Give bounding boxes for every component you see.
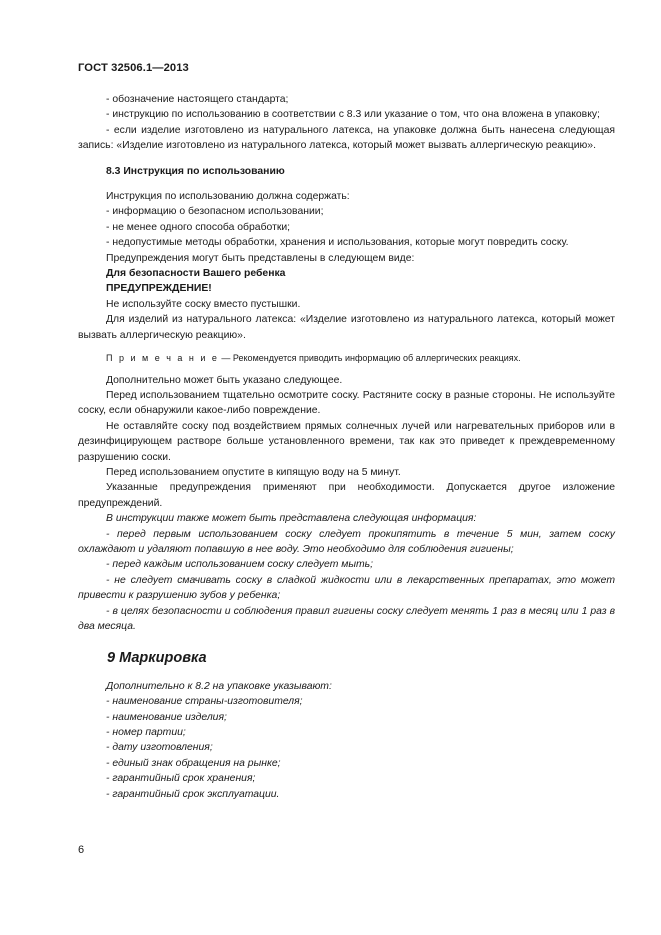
marking-item: - единый знак обращения на рынке;: [106, 757, 281, 769]
marking-item: - наименование страны-изготовителя;: [106, 696, 303, 708]
italic-list-item: - не следует смачивать соску в сладкой жидкости или в лекарственных препаратах, это может привести к разрушению зубов у ребенка;: [78, 574, 615, 602]
warnings-intro: Предупреждения могут быть представлены в следующем виде:: [106, 252, 415, 264]
section-9-intro: Дополнительно к 8.2 на упаковке указывают:: [106, 680, 332, 692]
intro-item: - обозначение настоящего стандарта;: [106, 94, 289, 105]
note-label: П р и м е ч а н и е: [106, 353, 219, 364]
safety-title: Для безопасности Вашего ребенка: [106, 268, 286, 280]
italic-list-item: - перед первым использованием соску следует прокипятить в течение 5 мин, затем соску охлаждают и удаляют попавшую в нее воду. Это необходимо для соблюдения гигиены;: [78, 528, 615, 555]
marking-item: - номер партии;: [106, 727, 186, 739]
intro-item: - если изделие изготовлено из натурального латекса, на упаковке должна быть нанесена следующая запись: «Изделие изготовлено из натурального латекса, который может вызвать аллергическую реакцию».: [78, 124, 615, 152]
marking-item: - гарантийный срок эксплуатации.: [106, 788, 280, 800]
paragraph: Указанные предупреждения применяют при необходимости. Допускается другое изложение предупреждений.: [78, 482, 615, 509]
italic-list-item: - перед каждым использованием соску следует мыть;: [106, 559, 374, 571]
no-pacifier-text: Не используйте соску вместо пустышки.: [106, 298, 301, 310]
italic-list-item: - в целях безопасности и соблюдения правил гигиены соску следует менять 1 раз в месяц или 1 раз в два месяца.: [78, 605, 615, 632]
intro-item: - инструкцию по использованию в соответствии с 8.3 или указание о том, что она вложена в упаковку;: [106, 109, 600, 121]
marking-item: - гарантийный срок хранения;: [106, 773, 256, 785]
note: [78, 351, 615, 366]
list-item: - не менее одного способа обработки;: [106, 221, 291, 233]
note-text: — Рекомендуется приводить информацию об аллергических реакциях.: [218, 353, 521, 364]
marking-item: - наименование изделия;: [106, 711, 227, 723]
page-content: [78, 92, 615, 802]
additional-intro: Дополнительно может быть указано следующее.: [106, 374, 343, 386]
marking-item: - дату изготовления;: [106, 742, 213, 754]
paragraph: Не оставляйте соску под воздействием прямых солнечных лучей или нагревательных приборов или в дезинфицирующем растворе больше установленного времени, так как это приведет к преждевременному разрушению соски.: [78, 420, 615, 463]
list-item: - информацию о безопасном использовании;: [106, 206, 324, 218]
section-9-heading: 9 Маркировка: [107, 650, 207, 667]
document-header: ГОСТ 32506.1—2013: [78, 62, 189, 74]
page-number: 6: [78, 844, 85, 856]
paragraph: Перед использованием опустите в кипящую воду на 5 минут.: [106, 466, 401, 478]
list-item: - недопустимые методы обработки, хранения и использования, которые могут повредить соску.: [106, 237, 569, 249]
warning-title: ПРЕДУПРЕЖДЕНИЕ!: [106, 283, 212, 295]
section-8-3-heading: 8.3 Инструкция по использованию: [106, 165, 285, 177]
latex-note: Для изделий из натурального латекса: «Изделие изготовлено из натурального латекса, который может вызвать аллергическую реакцию».: [78, 314, 615, 341]
section-8-3-intro: Инструкция по использованию должна содержать:: [106, 191, 350, 203]
italic-intro: В инструкции также может быть представлена следующая информация:: [106, 513, 477, 525]
paragraph: Перед использованием тщательно осмотрите соску. Растяните соску в разные стороны. Не используйте соску, если обнаружили какое-либо повреждение.: [78, 389, 615, 417]
